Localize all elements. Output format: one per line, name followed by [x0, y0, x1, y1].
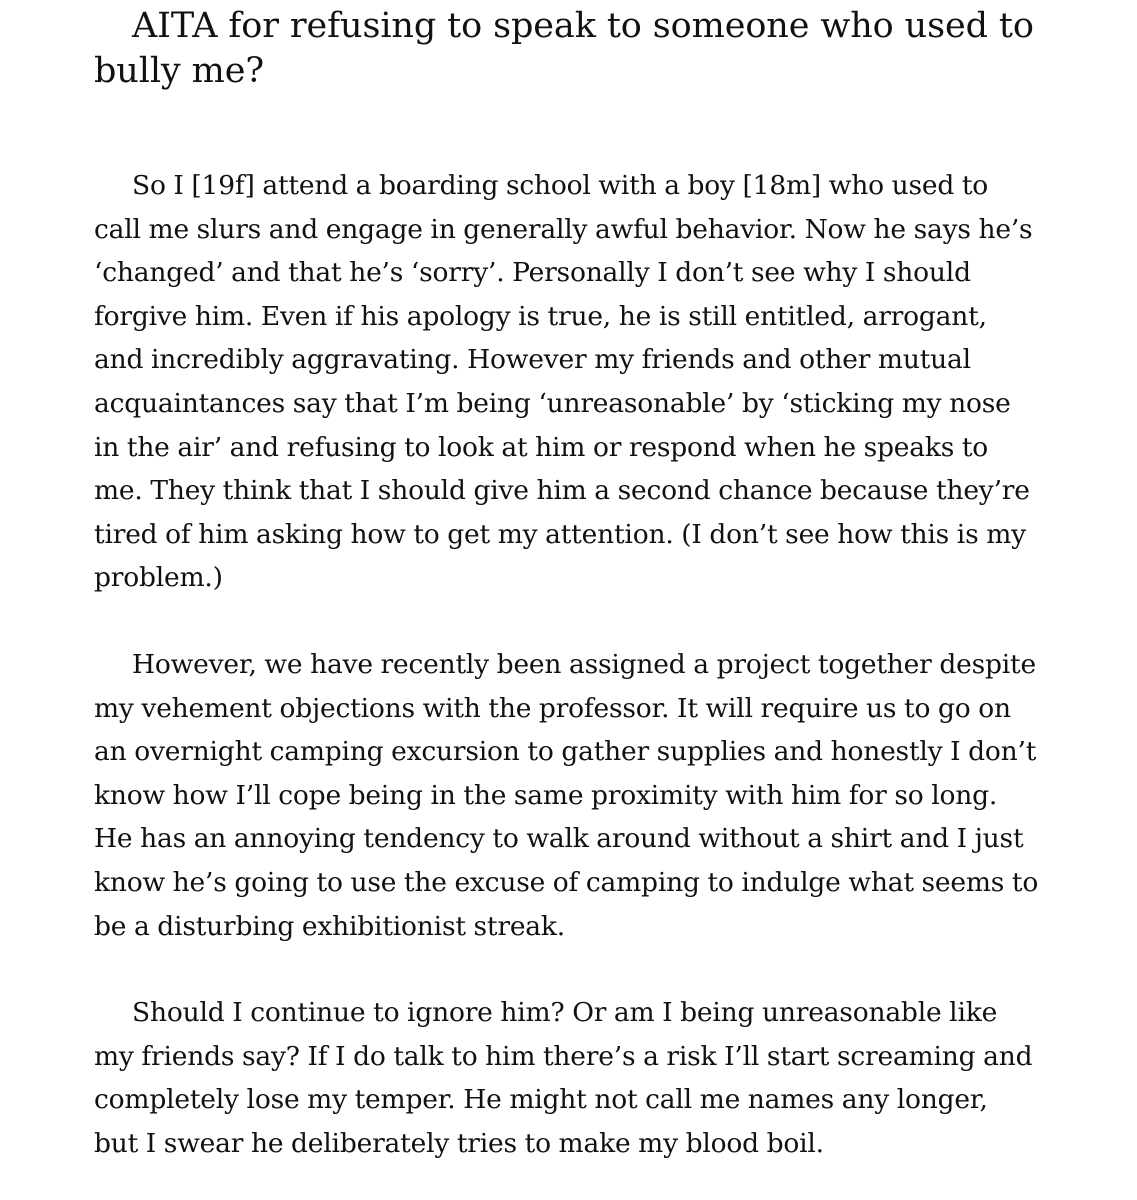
post-title: AITA for refusing to speak to someone who used to bully me? [94, 6, 1034, 91]
post-body [94, 0, 1039, 1165]
post-paragraph-1: So I [19f] attend a boarding school with a boy [18m] who used to call me slurs and engage in generally awful behavior. Now he says he’s ‘changed’ and that he’s ‘sorry’. Personally I don’t see why I should forgive him. Even if his apology is true, he is still entitled, arrogant, and incredibly aggravating. However my friends and other mutual acquaintances say that I’m being ‘unreasonable’ by ‘sticking my nose in the air’ and refusing to look at him or respond when he speaks to me. They think that I should give him a second chance because they’re tired of him asking how to get my attention. (I don’t see how this is my problem.) [94, 170, 1033, 594]
post-paragraph-3: Should I continue to ignore him? Or am I being unreasonable like my friends say? If I do talk to him there’s a risk I’ll start screaming and completely lose my temper. He might not call me names any longer, but I swear he deliberately tries to make my blood boil. [94, 997, 1033, 1159]
post-paragraph-2: However, we have recently been assigned a project together despite my vehement objections with the professor. It will require us to go on an overnight camping excursion to gather supplies and honestly I don’t know how I’ll cope being in the same proximity with him for so long. He has an annoying tendency to walk around without a shirt and I just know he’s going to use the excuse of camping to indulge what seems to be a disturbing exhibitionist streak. [94, 648, 1039, 942]
